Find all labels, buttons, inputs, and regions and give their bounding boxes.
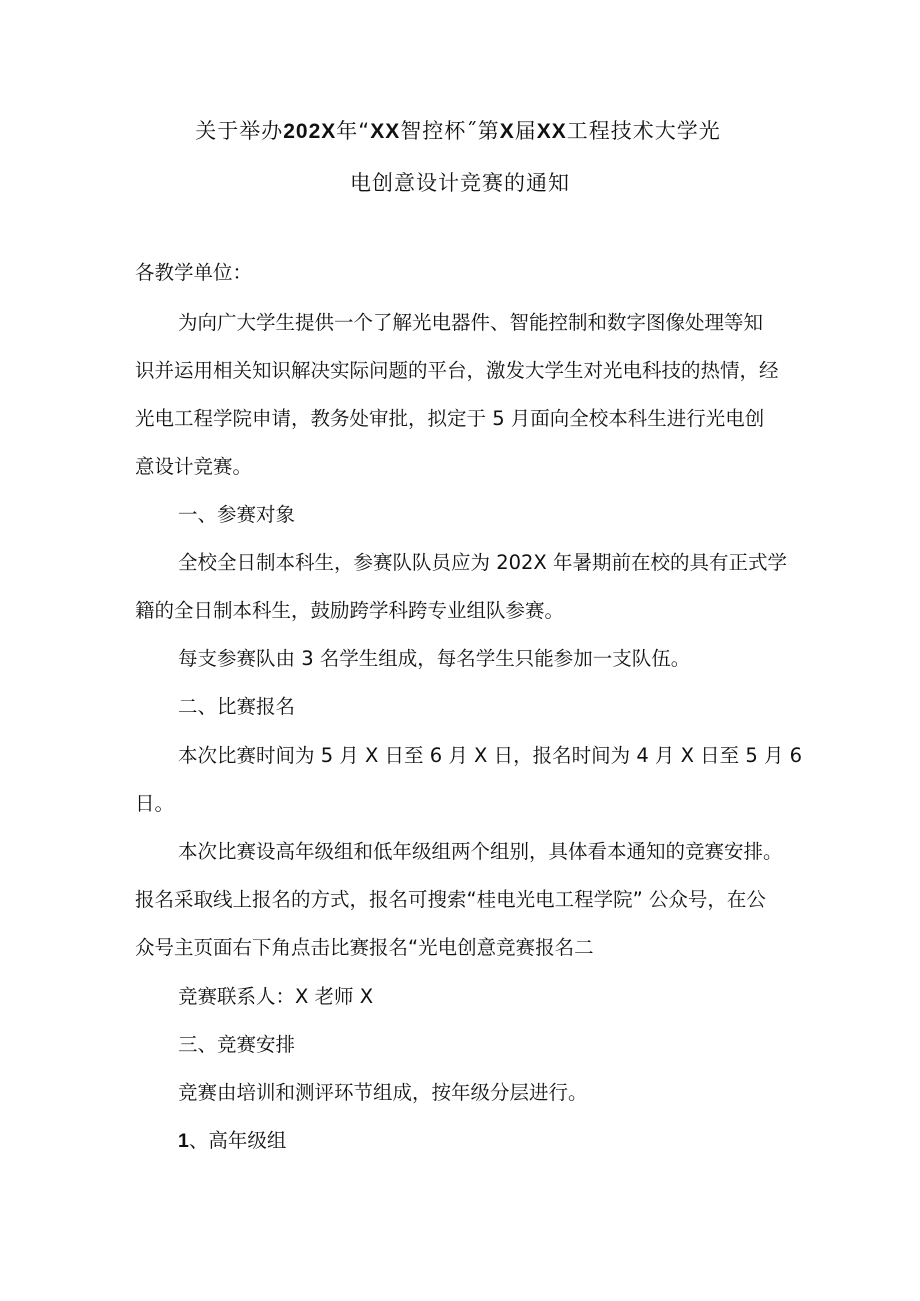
section-2-para-1-line-2: 日。: [135, 792, 175, 815]
section-3-subheading-1: [178, 1126, 286, 1156]
section-1-para-2: 每支参赛队由 3 名学生组成，每名学生只能参加一支队伍。: [178, 647, 691, 670]
section-3-para-1: 竞赛由培训和测评环节组成，按年级分层进行。: [178, 1081, 588, 1104]
title-text: 工程技术大学光: [566, 119, 721, 143]
document-title-line-2: 电创意设计竞赛的通知: [350, 171, 570, 195]
intro-line-3: 光电工程学院申请，教务处审批，拟定于 5 月面向全校本科生进行光电创: [135, 407, 765, 430]
subheading-number: 1: [178, 1130, 189, 1152]
section-2-para-2-line-3: 众号主页面右下角点击比赛报名“光电创意竞赛报名二: [135, 936, 594, 959]
title-year: 202X: [283, 120, 337, 143]
intro-line-4: 意设计竞赛。: [135, 455, 253, 478]
intro-line-2: 识并运用相关知识解决实际问题的平台，激发大学生对光电科技的热情，经: [135, 359, 779, 382]
section-3-heading: 三、竞赛安排: [178, 1033, 296, 1056]
section-2-para-2-line-2: 报名采取线上报名的方式，报名可搜索“桂电光电工程学院” 公众号，在公: [135, 888, 766, 911]
title-text: 届: [514, 119, 537, 143]
title-placeholder: XX: [370, 120, 401, 143]
salutation: 各教学单位：: [135, 261, 253, 284]
section-2-contact: 竞赛联系人：X 老师 X: [178, 985, 374, 1008]
section-1-heading: 一、参赛对象: [178, 503, 296, 526]
intro-line-1: 为向广大学生提供一个了解光电器件、智能控制和数字图像处理等知: [178, 311, 764, 334]
section-2-para-1-line-1: 本次比赛时间为 5 月 X 日至 6 月 X 日，报名时间为 4 月 X 日至 5 月 6: [178, 744, 803, 767]
title-text: 关于举办: [195, 119, 284, 143]
section-2-heading: 二、比赛报名: [178, 695, 296, 718]
document-title-line-1: [0, 116, 918, 147]
section-1-para-1-line-2: 籍的全日制本科生，鼓励跨学科跨专业组队参赛。: [135, 599, 565, 622]
title-text: 智控杯˝第: [400, 119, 500, 143]
title-text: 年“: [336, 119, 371, 143]
section-1-para-1-line-1: 全校全日制本科生，参赛队队员应为 202X 年暑期前在校的具有正式学: [178, 551, 787, 574]
subheading-text: 、高年级组: [188, 1129, 287, 1152]
section-2-para-2-line-1: 本次比赛设高年级组和低年级组两个组别，具体看本通知的竞赛安排。: [178, 840, 783, 863]
title-placeholder: XX: [536, 120, 567, 143]
title-placeholder: X: [499, 120, 515, 143]
